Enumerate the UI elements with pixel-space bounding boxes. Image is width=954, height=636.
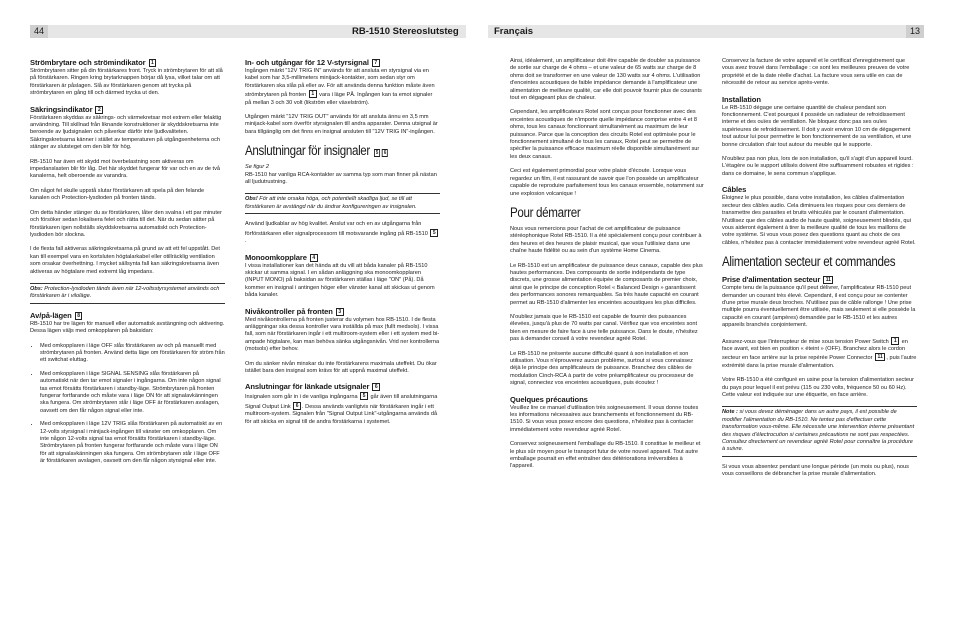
paragraph: Ainsi, idéalement, un amplificateur doit être capable de doubler sa puissance de sortie sur charge de 4 ohms – et une valeur de 65 watts sur charge de 8 ohms doit se transformer en une valeur de 130 watts sur 4 ohms. L'utilisation d'enceintes acoustiques de faible impédance demande à l'amplificateur une alimentation de meilleure qualité, car elle doit pouvoir fournir plus de courants tout en dégageant plus de chaleur. [510, 58, 702, 102]
list-item: • Med omkopplaren i läge 12V TRIG slås förstärkaren på automatiskt av en 12-volts styrsignal i minijack-ingången till vänster om omkopplaren. Om inte någon 12-volts signal tas emot försätts förstärkaren i standby-läge. Strömbrytaren på fronten fungerar fortfarande och måste vara i läge ON för att signalavkänningen ska fungera. Om strömbrytaren står i läge OFF är förstärkaren avslagen, oavsett om den får någon styrsignal eller inte. [40, 421, 225, 465]
paragraph: Förstärkaren skyddas av säkrings- och värmekretsar mot extrem eller felaktig användning. Till skillnad från liknande konstruktioner är skyddskretsarna inte beroende av ljudsignalen och påverkar därför inte ljudkvaliteten. Säkringskretsarna känner i stället av temperaturen på utgångsenheterna och stänger av slutsteget om den blir för hög. [30, 114, 222, 151]
paragraph: Le RB-1510 ne présente aucune difficulté quant à son installation et son utilisation. Vous n'éprouverez aucun problème, surtout si vous connaissez déjà le principe des amplificateurs de puissance. Branchez des câbles de modulation Cinch-RCA à partir de votre préamplificateur ou processeur de signal, connectez vos enceintes acoustiques, puis écoutez ! [510, 350, 694, 387]
paragraph: RB-1510 har vanliga RCA-kontakter av samma typ som man finner på nästan all ljudutrustning. [245, 171, 437, 186]
paragraph: Si vous vous absentez pendant une longue période (un mois ou plus), nous vous conseillons de débrancher la prise murale d'alimentation. [722, 463, 909, 478]
figure-caption: Se figur 2 [245, 164, 269, 171]
heading-power-connector: Prise d'alimentation secteur 11 [722, 275, 917, 284]
heading-on-off-modes: Av/på-lägen 8 [30, 311, 225, 320]
paragraph: N'oubliez pas non plus, lors de son installation, qu'il s'agit d'un appareil lourd. L'étagère ou le support utilisés doivent être suffisamment robustes et rigides : dans ce domaine, le sens commun s'applique. [722, 156, 914, 177]
paragraph: Assurez-vous que l'interrupteur de mise sous tension Power Switch 1 en face avant, est bien en position « éteint » (OFF). Branchez alors le cordon secteur en face arrière sur la prise repérée Power Connector 11 , puis l'autre extrémité dans la prise murale d'alimentation. [722, 337, 917, 369]
column-3 [510, 58, 705, 478]
list-item: • Med omkopplaren i läge SIGNAL SENSING slås förstärkaren på automatiskt när den tar emot signaler i ingångarna. Om inte någon signal tas emot försätts förstärkaren i standby-läge. Strömbrytaren på fronten fungerar fortfarande och måste vara i läge ON för att signalavkänningen ska fungera. Om strömbrytaren står i läge OFF är förstärkaren avslagen, oavsett om den får någon signal eller inte. [40, 371, 225, 415]
header-bar-right [488, 25, 924, 38]
section-title-power-and-controls: Alimentation secteur et commandes [722, 254, 896, 270]
note-box: Obs! För att inte orsaka höga, och potentiellt skadliga ljud, se till att förstärkaren är avstängd när du ändrar konfigureringen av insignalen. [245, 193, 440, 214]
note-box: Obs: Protection-lysdioden tänds även när 12-voltsstyrsystemet används och förstärkaren är i viloläge. [30, 283, 225, 304]
paragraph: Ingången märkt "12V TRIG IN" används för att ansluta en styrsignal via en kabel som har 3,5-millimeters minijack-kontakter, som sedan styr om förstärkaren ska slås på eller av. För att använda denna funktion måste även strömbrytaren på fronten 1 vara i läge PÅ. Ingången kan ta emot signaler på mellan 3 och 30 volt (likström eller växelström). [245, 68, 435, 106]
page-number-left: 44 [30, 25, 48, 38]
paragraph: Ceci est également primordial pour votre plaisir d'écoute. Lorsque vous regardez un film, il est rassurant de savoir que l'on possède un amplificateur capable de reproduire parfaitement tous les canaux ensemble, notamment sur une explosion volcanique ! [510, 168, 704, 197]
heading-power-switch: Strömbrytare och strömindikator 1 [30, 58, 225, 67]
column-1 [30, 58, 225, 472]
heading-cables: Câbles [722, 185, 747, 195]
bullet-list [30, 343, 225, 466]
paragraph: Le RB-1510 est un amplificateur de puissance deux canaux, capable des plus hautes performances. Des composants de sortie indépendants de type discrets, une grosse alimentation équipée de composants de premier choix, ainsi que le principe de conception Rotel « Balanced Design » garantissent des performances sonores remarquables. Sa très haute capacité en courant permet au RB-1510 d'alimenter les enceintes acoustiques les plus difficiles. [510, 262, 703, 306]
paragraph: Conservez la facture de votre appareil et le certificat d'enregistrement que vous avez trouvé dans l'emballage : ce sont les meilleures preuves de votre propriété et de la date réelle d'achat. La facture vous sera utile en cas de nécessité de retour au service après-vente. [722, 58, 910, 87]
list-item: • Med omkopplaren i läge OFF slås förstärkaren av och på manuellt med strömbrytaren på fronten. Använd detta läge om förstärkaren för ström från ett switchat eluttag. [40, 343, 225, 365]
paragraph: RB-1510 har tre lägen för manuell eller automatisk avstängning och aktivering. Dessa lägen väljs med omkopplaren på baksidan: [30, 320, 225, 335]
section-title-getting-started: Pour démarrer [510, 204, 581, 220]
paragraph: Cependant, les amplificateurs Rotel sont conçus pour fonctionner avec des enceintes acoustiques de n'importe quelle impédance comprise entre 4 et 8 ohms, tous les canaux fonctionnant simultanément au maximum de leur puissance. Parce que la conception des circuits Rotel est optimisée pour le fonctionnement simultané de tous les canaux, Rotel peut se permettre de spécifier la puissance efficace maximum réelle disponible simultanément sur les deux canaux. [510, 109, 700, 160]
paragraph: Utgången märkt "12V TRIG OUT" används för att ansluta ännu en 3,5 mm minijack-kabel som överför styrsignalen till andra apparater. Denna utsignal är bara tillgänglig om det finns en insignal ansluten till "12V TRIG IN"-ingången. [245, 114, 438, 135]
running-title-right: Français [494, 26, 534, 37]
paragraph: N'oubliez jamais que le RB-1510 est capable de fournir des puissances élevées, jusqu'à plus de 70 watts par canal. Vérifiez que vos enceintes sont bien en mesure de faire face à une telle puissance. Dans le doute, n'hésitez pas à demander conseil à votre revendeur agréé Rotel. [510, 313, 698, 343]
column-4 [722, 58, 917, 486]
paragraph: I vissa installationer kan det hända att du vill att båda kanaler på RB-1510 skickar ut samma signal. I en sådan anläggning ska monoomkopplaren (INPUT MONO) på baksidan av förstärkaren ställas i läge "ON" (På). Då kommer en insignal i antingen höger eller vänster kanal att skickas ut genom båda kanaler. [245, 262, 435, 299]
paragraph: Om du sänker nivån minskar du inte förstärkarens maximala uteffekt. Du ökar istället bara den insignal som krävs för att uppnå maximal uteffekt. [245, 360, 437, 374]
paragraph: Strömbrytaren sitter på din förstärkares front. Tryck in strömbrytaren för att slå på förstärkaren. Ringen kring brytarknappen börjar då lysa, vilket talar om att förstärkaren är påslagen. Slå av förstärkaren genom att trycka på strömbrytaren en gång till och därmed trycka ut den. [30, 68, 223, 97]
section-title-input-connections: Anslutningar för insignaler 5 6 [245, 143, 413, 158]
heading-12v-trigger: In- och utgångar för 12 V-styrsignal 7 [245, 58, 440, 67]
heading-mono-switch: Monoomkopplare 4 [245, 253, 440, 262]
paragraph: Om detta händer stänger du av förstärkaren, låter den svalna i ett par minuter och försöker sedan lokalisera felet och rätta till det. När du sedan sätter på förstärkaren igen nollställs skyddskretsarna automatiskt och Protection-lysdioden bör slockna. [30, 209, 222, 238]
paragraph: Conservez soigneusement l'emballage du RB-1510. Il constitue le meilleur et le plus sûr moyen pour le transport futur de votre nouvel appareil. Tout autre emballage pourrait en effet entraîner des détériorations irréversibles à l'appareil. [510, 441, 701, 470]
running-title-left: RB-1510 Stereoslutsteg [352, 26, 459, 37]
page-number-right: 13 [906, 25, 924, 38]
paragraph: Använd ljudkablar av hög kvalitet. Anslut var och en av utgångarna från förförstärkaren eller signalprocessorn till motsvarande ingång på RB-1510 5. [245, 221, 440, 245]
paragraph: Le RB-1510 dégage une certaine quantité de chaleur pendant son fonctionnement. C'est pourquoi il possède un radiateur de refroidissement interne et des ouïes de ventilation. Ne bloquez donc pas ses ouïes supérieures de refroidissement. Il doit y avoir environ 10 cm de dégagement tout autour lui pour permettre le bon fonctionnement de sa ventilation, et une bonne circulation d'air tout autour du meuble qui le supporte. [722, 104, 912, 148]
paragraph: I de flesta fall aktiveras säkringskretsarna på grund av att ett fel uppstått. Det kan till exempel vara en kortsluten högtalarkabel eller otillräcklig ventilation som orsakar överhettning. I mycket sällsynta fall kan säkringskretsarna även aktiveras av högtalare med extremt låg impedans. [30, 246, 220, 275]
heading-protection: Säkringsindikator 2 [30, 105, 225, 114]
column-2 [245, 58, 440, 433]
paragraph: RB-1510 har även ett skydd mot överbelastning som aktiveras om impedanslasten blir för låg. Det här skyddet fungerar för var och en av de två kanalerna, helt oberoende av varandra. [30, 158, 220, 180]
paragraph: Veuillez lire ce manuel d'utilisation très soigneusement. Il vous donne toutes les informations nécessaires aux branchements et fonctionnement du RB-1510. Si vous vous posez encore des questions, n'hésitez pas à contacter immédiatement votre revendeur agréé Rotel. [510, 404, 699, 433]
paragraph: Insignalen som går in i de vanliga ingångarna 5 går även till anslutningarna Signal Output Link 6 . Dessa används vanligtvis när förstärkaren ingår i ett multiroom-system. Signalen från "Signal Output Link"-utgångarna används då för att skicka en signal till de andra förstärkarna i systemet. [245, 393, 438, 425]
heading-precautions: Quelques précautions [510, 394, 588, 404]
heading-installation: Installation [722, 94, 761, 104]
heading-level-controls: Nivåkontroller på fronten 3 [245, 307, 440, 316]
paragraph: Med nivåkontrollerna på fronten justerar du volymen hos RB-1510. I de flesta anläggningar ska dessa kontroller vara inställda på max (fullt medsols). I vissa fall, som när förstärkaren ingår i ett multiroom-system eller i ett system med bi-ampade högtalare, kan man behöva sänka utgångsnivån. Vrid ner kontrollerna (motsols) efter behov. [245, 316, 440, 353]
paragraph: Votre RB-1510 a été configuré en usine pour la tension d'alimentation secteur du pays pour lequel il est prévu (115 ou 230 volts, fréquence 50 ou 60 Hz). Cette valeur est indiquée sur une étiquette, en face arrière. [722, 377, 914, 398]
paragraph: Nous vous remercions pour l'achat de cet amplificateur de puissance stéréophonique Rotel RB-1510. Il a été spécialement conçu pour contribuer à des heures et des heures de plaisir musical, que vous l'utilisiez dans une chaîne haute fidélité ou au sein d'un système Home Cinema. [510, 225, 702, 255]
paragraph: Éloignez le plus possible, dans votre installation, les câbles d'alimentation secteur des câbles audio. Cela diminuera les risques pour ces derniers de transmettre des parasites et bruits véhiculés par le courant d'alimentation. N'utilisez que des câbles audio de haute qualité, soigneusement blindés, qui vous aideront également à tirer la meilleure qualité de tous les maillons de votre système. Si vous vous posez des questions quant au choix de ces câbles, n'hésitez pas à contacter immédiatement votre revendeur agréé Rotel. [722, 195, 916, 246]
note-box: Note : si vous devez déménager dans un autre pays, il est possible de modifier l'alimentation du RB-1510. Ne tentez pas d'effectuer cette transformation vous-même. Elle nécessite une intervention interne présentant des risques d'électrocution si certaines précautions ne sont pas respectées. Consultez directement un revendeur agréé Rotel pour connaître la procédure à suivre. [722, 406, 917, 456]
paragraph: Compte tenu de la puissance qu'il peut délivrer, l'amplificateur RB-1510 peut demander un courant très élevé. Cependant, il est conçu pour se contenter d'une prise murale deux broches. N'utilisez pas de câble rallonge ! Une prise multiple pourra éventuellement être utilisée, mais seulement si elle possède la capacité en courant (ampères) demandée par le RB-1510 et les autres appareils branchés conjointement. [722, 285, 916, 329]
heading-output-link: Anslutningar för länkade utsignaler 6 [245, 382, 440, 391]
paragraph: Om något fel skulle uppstå slutar förstärkaren att spela på den felande kanalen och Protection-lysdioden på fronten tänds. [30, 187, 205, 202]
